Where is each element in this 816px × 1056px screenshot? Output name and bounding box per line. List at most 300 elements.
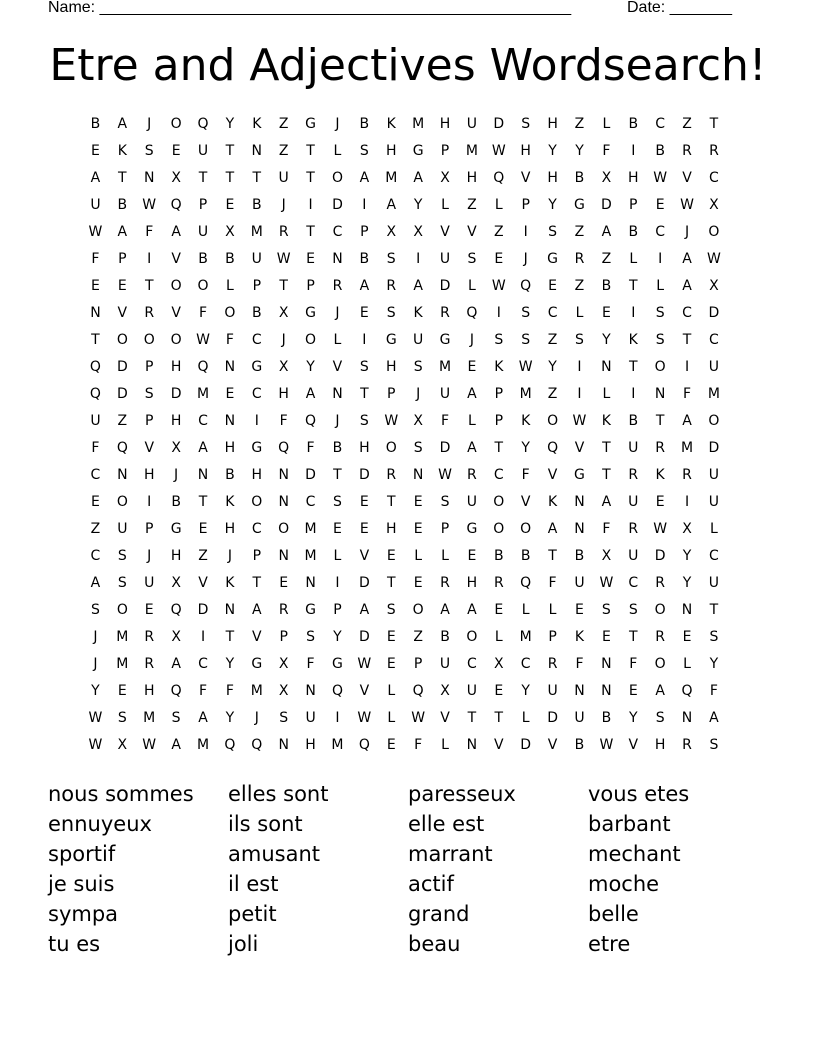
grid-letter: L xyxy=(629,251,638,267)
grid-letter: M xyxy=(143,710,156,726)
grid-letter: W xyxy=(491,278,506,294)
grid-letter: R xyxy=(655,440,666,456)
grid-letter: U xyxy=(708,359,720,375)
grid-letter: G xyxy=(439,332,451,348)
grid-letter: A xyxy=(467,386,477,402)
grid-letter: W xyxy=(88,710,103,726)
grid-letter: Q xyxy=(331,683,343,699)
grid-letter: E xyxy=(306,251,315,267)
grid-letter: D xyxy=(305,467,316,483)
word-list-item: vous etes xyxy=(588,782,690,806)
grid-letter: Y xyxy=(548,143,557,159)
grid-letter: T xyxy=(306,170,315,186)
grid-letter: W xyxy=(357,656,372,672)
grid-letter: C xyxy=(251,332,262,348)
grid-letter: A xyxy=(440,602,450,618)
grid-letter: C xyxy=(709,548,719,564)
grid-letter: O xyxy=(197,278,209,294)
grid-letter: J xyxy=(416,386,421,402)
grid-letter: Y xyxy=(225,116,235,132)
grid-letter: A xyxy=(171,737,181,753)
grid-letter: H xyxy=(305,737,316,753)
grid-letter: I xyxy=(577,359,582,375)
grid-letter: T xyxy=(252,575,262,591)
grid-letter: F xyxy=(709,683,718,699)
word-list-item: elles sont xyxy=(228,782,329,806)
grid-letter: L xyxy=(710,521,718,537)
grid-letter: C xyxy=(547,305,558,321)
grid-letter: J xyxy=(93,629,98,645)
grid-letter: S xyxy=(144,143,154,159)
grid-letter: T xyxy=(306,143,315,159)
grid-letter: D xyxy=(358,575,370,591)
grid-letter: Q xyxy=(170,683,182,699)
grid-letter: H xyxy=(224,521,236,537)
grid-letter: H xyxy=(439,116,451,132)
grid-letter: X xyxy=(386,224,397,240)
grid-letter: C xyxy=(90,467,101,483)
grid-letter: O xyxy=(385,440,397,456)
grid-letter: P xyxy=(145,521,154,537)
grid-letter: N xyxy=(305,575,316,591)
grid-letter: Y xyxy=(682,548,692,564)
grid-letter: U xyxy=(708,494,720,510)
grid-letter: Q xyxy=(520,278,532,294)
grid-letter: V xyxy=(117,305,128,321)
grid-letter: O xyxy=(708,224,720,240)
grid-letter: N xyxy=(681,602,693,618)
grid-letter: Q xyxy=(358,737,370,753)
grid-letter: F xyxy=(198,305,208,321)
grid-letter: M xyxy=(304,548,317,564)
grid-letter: H xyxy=(466,170,478,186)
word-list-item: je suis xyxy=(48,872,115,896)
grid-letter: W xyxy=(653,521,668,537)
grid-letter: S xyxy=(494,332,504,348)
grid-letter: B xyxy=(655,143,665,159)
grid-letter: G xyxy=(305,602,316,618)
grid-letter: H xyxy=(654,737,666,753)
grid-letter: X xyxy=(601,170,612,186)
grid-letter: F xyxy=(602,521,611,537)
grid-letter: W xyxy=(707,251,721,267)
word-list-item: sympa xyxy=(48,902,119,926)
grid-letter: L xyxy=(468,278,476,294)
grid-letter: Y xyxy=(225,656,235,672)
grid-letter: H xyxy=(170,413,182,429)
word-list-item: nous sommes xyxy=(48,782,194,806)
grid-letter: R xyxy=(493,575,504,591)
grid-letter: C xyxy=(709,170,719,186)
grid-letter: R xyxy=(440,305,450,321)
grid-letter: E xyxy=(198,521,208,537)
grid-letter: N xyxy=(681,710,693,726)
grid-letter: A xyxy=(601,224,612,240)
grid-letter: D xyxy=(170,386,182,402)
grid-letter: E xyxy=(359,305,369,321)
grid-letter: X xyxy=(440,170,450,186)
grid-letter: J xyxy=(147,548,152,564)
grid-letter: Q xyxy=(170,602,182,618)
grid-letter: D xyxy=(708,440,720,456)
grid-letter: S xyxy=(575,332,584,348)
grid-letter: Q xyxy=(251,737,263,753)
grid-letter: Z xyxy=(547,386,558,402)
grid-letter: A xyxy=(171,224,181,240)
grid-letter: E xyxy=(279,575,289,591)
grid-letter: F xyxy=(306,656,315,672)
grid-letter: X xyxy=(494,656,504,672)
grid-letter: X xyxy=(709,197,719,213)
grid-letter: T xyxy=(333,467,342,483)
grid-letter: E xyxy=(91,278,100,294)
grid-letter: C xyxy=(709,332,719,348)
grid-letter: G xyxy=(547,251,559,267)
word-list-item: etre xyxy=(588,932,631,956)
grid-letter: C xyxy=(90,548,101,564)
grid-letter: A xyxy=(117,224,128,240)
grid-letter: U xyxy=(439,386,451,402)
grid-letter: U xyxy=(197,143,209,159)
word-list-item: paresseux xyxy=(408,782,516,806)
grid-letter: R xyxy=(144,305,155,321)
grid-letter: E xyxy=(655,197,665,213)
grid-letter: K xyxy=(628,332,638,348)
grid-letter: D xyxy=(654,548,666,564)
grid-letter: S xyxy=(91,602,100,618)
grid-letter: O xyxy=(116,494,128,510)
grid-letter: T xyxy=(709,602,719,618)
grid-letter: D xyxy=(197,602,209,618)
grid-letter: T xyxy=(225,170,235,186)
grid-letter: W xyxy=(88,737,103,753)
grid-letter: S xyxy=(386,305,396,321)
word-list-item: moche xyxy=(588,872,660,896)
grid-letter: I xyxy=(523,224,528,240)
grid-letter: U xyxy=(628,494,639,510)
grid-letter: Z xyxy=(547,332,558,348)
grid-letter: L xyxy=(521,710,530,726)
grid-letter: H xyxy=(278,386,289,402)
grid-letter: O xyxy=(466,629,478,645)
grid-letter: P xyxy=(548,629,557,645)
grid-letter: E xyxy=(359,521,369,537)
grid-letter: H xyxy=(143,683,155,699)
grid-letter: R xyxy=(628,521,639,537)
grid-letter: U xyxy=(708,575,720,591)
grid-letter: N xyxy=(224,602,236,618)
grid-letter: E xyxy=(386,737,396,753)
grid-letter: P xyxy=(306,278,315,294)
grid-letter: T xyxy=(198,170,208,186)
grid-letter: U xyxy=(628,548,639,564)
grid-letter: O xyxy=(170,278,182,294)
grid-letter: Q xyxy=(547,440,559,456)
grid-letter: F xyxy=(279,413,288,429)
grid-letter: H xyxy=(224,440,236,456)
grid-letter: O xyxy=(278,521,290,537)
grid-letter: N xyxy=(332,386,343,402)
grid-letter: A xyxy=(467,602,477,618)
grid-letter: H xyxy=(547,170,558,186)
grid-letter: T xyxy=(118,170,127,186)
grid-letter: Y xyxy=(602,332,611,348)
grid-letter: E xyxy=(117,683,127,699)
grid-letter: B xyxy=(198,251,208,267)
grid-letter: H xyxy=(359,440,370,456)
grid-letter: X xyxy=(117,737,128,753)
grid-letter: C xyxy=(520,656,531,672)
grid-letter: Z xyxy=(601,251,612,267)
grid-letter: E xyxy=(655,494,665,510)
word-list-item: ennuyeux xyxy=(48,812,152,836)
grid-letter: Q xyxy=(197,359,209,375)
grid-letter: B xyxy=(171,494,181,510)
grid-letter: N xyxy=(90,305,101,321)
grid-letter: T xyxy=(279,278,288,294)
grid-letter: W xyxy=(599,575,614,591)
word-list-item: ils sont xyxy=(228,812,303,836)
letter-grid xyxy=(82,111,727,759)
grid-letter: E xyxy=(467,359,477,375)
grid-letter: D xyxy=(116,359,128,375)
grid-letter: M xyxy=(116,629,129,645)
grid-letter: M xyxy=(519,629,532,645)
grid-letter: E xyxy=(628,683,638,699)
grid-letter: X xyxy=(171,629,181,645)
grid-letter: X xyxy=(171,170,181,186)
grid-letter: F xyxy=(306,440,315,456)
grid-letter: I xyxy=(308,197,313,213)
grid-letter: A xyxy=(413,278,423,294)
grid-letter: W xyxy=(680,197,694,213)
grid-letter: U xyxy=(466,683,478,699)
grid-letter: O xyxy=(170,332,182,348)
grid-letter: G xyxy=(305,305,316,321)
grid-letter: D xyxy=(358,629,370,645)
grid-letter: T xyxy=(252,170,262,186)
grid-letter: N xyxy=(574,521,585,537)
grid-letter: S xyxy=(171,710,181,726)
grid-letter: X xyxy=(278,359,289,375)
grid-letter: K xyxy=(547,494,558,510)
grid-letter: B xyxy=(601,710,612,726)
grid-letter: N xyxy=(117,467,128,483)
grid-letter: E xyxy=(171,143,181,159)
grid-letter: I xyxy=(684,359,690,375)
grid-letter: S xyxy=(306,629,316,645)
grid-letter: I xyxy=(362,332,367,348)
grid-letter: S xyxy=(413,359,423,375)
grid-letter: D xyxy=(332,197,343,213)
grid-letter: B xyxy=(359,116,370,132)
word-list-item: il est xyxy=(228,872,279,896)
grid-letter: N xyxy=(143,170,155,186)
grid-letter: U xyxy=(547,683,558,699)
grid-letter: A xyxy=(117,116,128,132)
grid-letter: S xyxy=(279,710,289,726)
grid-letter: I xyxy=(200,629,206,645)
grid-letter: A xyxy=(90,170,101,186)
grid-letter: N xyxy=(466,737,478,753)
grid-letter: O xyxy=(224,305,236,321)
grid-letter: S xyxy=(709,737,719,753)
grid-letter: S xyxy=(521,116,531,132)
grid-letter: D xyxy=(116,386,128,402)
grid-letter: B xyxy=(332,440,343,456)
grid-letter: Z xyxy=(413,629,423,645)
grid-letter: R xyxy=(440,575,450,591)
grid-letter: G xyxy=(574,467,585,483)
grid-letter: F xyxy=(198,683,208,699)
grid-letter: E xyxy=(575,602,584,618)
grid-letter: J xyxy=(523,251,528,267)
grid-letter: E xyxy=(386,548,396,564)
grid-letter: A xyxy=(601,494,612,510)
grid-letter: K xyxy=(574,629,585,645)
grid-letter: E xyxy=(601,305,611,321)
word-list-item: tu es xyxy=(48,932,101,956)
grid-letter: O xyxy=(170,116,182,132)
grid-letter: F xyxy=(548,575,557,591)
grid-letter: Q xyxy=(224,737,236,753)
grid-letter: T xyxy=(225,629,235,645)
word-list-item: petit xyxy=(228,902,277,926)
grid-letter: X xyxy=(601,548,612,564)
grid-letter: P xyxy=(387,386,396,402)
grid-letter: Y xyxy=(575,143,584,159)
grid-letter: O xyxy=(412,602,424,618)
grid-letter: O xyxy=(493,494,505,510)
grid-letter: V xyxy=(332,359,343,375)
grid-letter: S xyxy=(655,710,665,726)
grid-letter: Y xyxy=(521,683,530,699)
grid-letter: C xyxy=(467,656,477,672)
grid-letter: V xyxy=(171,251,181,267)
grid-letter: Z xyxy=(117,413,128,429)
grid-letter: B xyxy=(628,413,639,429)
grid-letter: Y xyxy=(682,575,692,591)
grid-letter: P xyxy=(279,629,288,645)
grid-letter: A xyxy=(252,602,262,618)
grid-letter: B xyxy=(574,737,585,753)
grid-letter: L xyxy=(333,143,342,159)
grid-letter: F xyxy=(225,683,234,699)
grid-letter: R xyxy=(682,143,692,159)
grid-letter: M xyxy=(196,386,210,402)
grid-letter: T xyxy=(709,116,719,132)
grid-letter: T xyxy=(306,224,315,240)
grid-letter: P xyxy=(494,386,504,402)
grid-letter: Y xyxy=(91,683,100,699)
grid-letter: R xyxy=(574,251,585,267)
grid-letter: N xyxy=(601,359,612,375)
grid-letter: X xyxy=(171,440,181,456)
grid-letter: G xyxy=(170,521,182,537)
grid-letter: D xyxy=(439,440,451,456)
grid-letter: W xyxy=(276,251,291,267)
grid-letter: T xyxy=(602,467,611,483)
grid-letter: B xyxy=(520,548,531,564)
grid-letter: M xyxy=(680,440,694,456)
grid-letter: C xyxy=(332,224,343,240)
grid-letter: S xyxy=(117,710,127,726)
grid-letter: S xyxy=(440,494,450,510)
grid-letter: Z xyxy=(467,197,477,213)
grid-letter: E xyxy=(548,278,558,294)
grid-letter: T xyxy=(628,629,638,645)
grid-letter: V xyxy=(467,224,477,240)
grid-letter: P xyxy=(198,197,208,213)
grid-letter: T xyxy=(386,575,396,591)
grid-letter: Z xyxy=(574,278,585,294)
grid-letter: O xyxy=(331,170,343,186)
grid-letter: Z xyxy=(278,116,289,132)
grid-letter: X xyxy=(440,683,450,699)
grid-letter: E xyxy=(494,602,504,618)
grid-letter: N xyxy=(601,656,612,672)
grid-letter: K xyxy=(386,116,396,132)
grid-letter: S xyxy=(386,251,396,267)
grid-letter: N xyxy=(412,467,424,483)
grid-letter: C xyxy=(655,224,666,240)
grid-letter: S xyxy=(117,548,127,564)
grid-letter: H xyxy=(143,467,155,483)
grid-letter: C xyxy=(198,413,208,429)
grid-letter: S xyxy=(386,602,396,618)
grid-letter: T xyxy=(494,440,504,456)
grid-letter: T xyxy=(225,143,235,159)
grid-letter: H xyxy=(385,359,397,375)
grid-letter: Y xyxy=(225,710,235,726)
grid-letter: L xyxy=(441,197,449,213)
grid-letter: D xyxy=(600,197,612,213)
grid-letter: T xyxy=(467,710,477,726)
grid-letter: E xyxy=(359,494,369,510)
grid-letter: R xyxy=(655,629,666,645)
grid-letter: S xyxy=(333,494,342,510)
grid-letter: D xyxy=(547,710,558,726)
grid-letter: O xyxy=(116,332,128,348)
grid-letter: I xyxy=(631,386,636,402)
grid-letter: Q xyxy=(89,359,101,375)
grid-letter: V xyxy=(520,170,531,186)
grid-letter: W xyxy=(196,332,210,348)
grid-letter: N xyxy=(654,386,666,402)
word-list-item: beau xyxy=(408,932,461,956)
grid-letter: F xyxy=(602,143,611,159)
grid-letter: B xyxy=(225,251,235,267)
grid-letter: V xyxy=(547,737,558,753)
grid-letter: S xyxy=(359,143,369,159)
word-list-item: sportif xyxy=(48,842,116,866)
grid-letter: S xyxy=(359,413,369,429)
grid-letter: R xyxy=(682,467,692,483)
grid-letter: P xyxy=(360,224,369,240)
grid-letter: D xyxy=(520,737,532,753)
grid-letter: R xyxy=(655,575,666,591)
grid-letter: I xyxy=(416,251,421,267)
grid-letter: I xyxy=(496,305,501,321)
grid-letter: Q xyxy=(681,683,693,699)
grid-letter: Y xyxy=(413,197,423,213)
grid-letter: B xyxy=(251,197,262,213)
grid-letter: A xyxy=(682,413,692,429)
grid-letter: S xyxy=(467,251,477,267)
grid-letter: O xyxy=(305,332,317,348)
grid-letter: V xyxy=(628,737,639,753)
grid-letter: Q xyxy=(305,413,317,429)
